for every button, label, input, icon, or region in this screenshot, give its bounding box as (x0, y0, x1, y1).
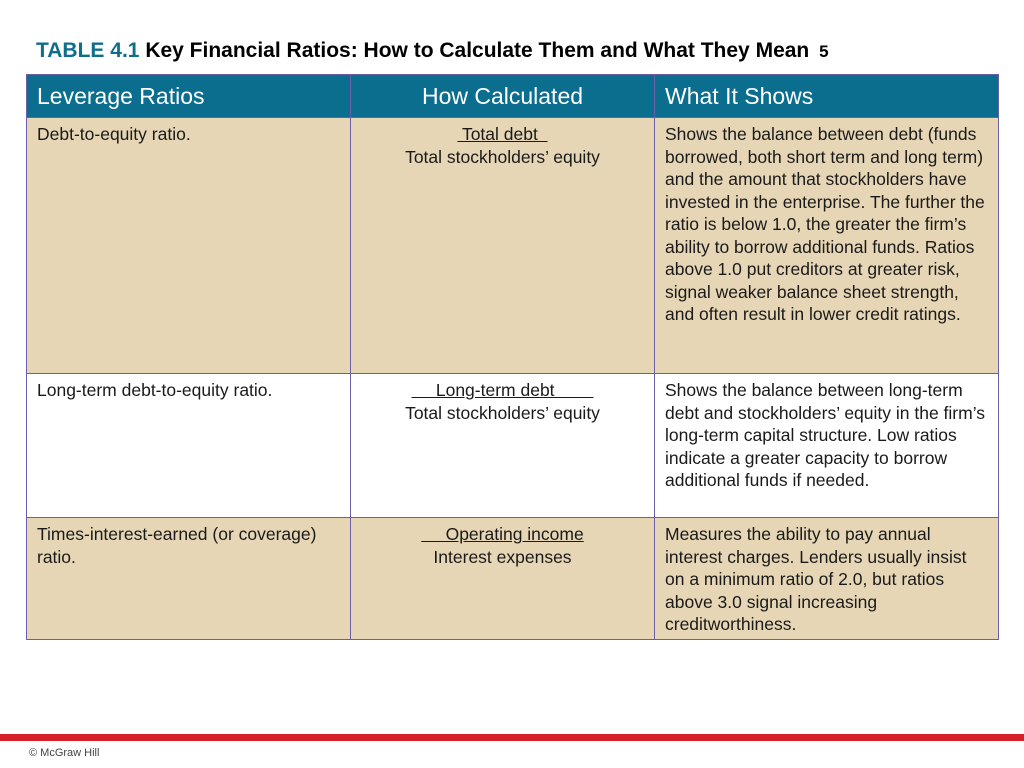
header-how-calculated: How Calculated (351, 75, 655, 118)
table-number: TABLE 4.1 (36, 39, 140, 62)
formula-cell (351, 374, 655, 518)
formula-denominator: Total stockholders’ equity (405, 402, 600, 423)
table-row (27, 118, 999, 374)
footer-rule (0, 734, 1024, 741)
slide-number: 5 (819, 42, 829, 61)
ratio-name-cell: Times-interest-earned (or coverage) ratio. (27, 518, 351, 640)
formula-cell (351, 118, 655, 374)
financial-ratios-table (26, 74, 999, 640)
page-title (36, 39, 829, 63)
table-title-text: Key Financial Ratios: How to Calculate Them and What They Mean (145, 39, 810, 62)
copyright-notice: © McGraw Hill (29, 747, 100, 759)
formula-cell (351, 518, 655, 640)
ratio-name-cell: Long-term debt-to-equity ratio. (27, 374, 351, 518)
formula-denominator: Interest expenses (433, 546, 572, 567)
description-cell: Shows the balance between debt (funds borrowed, both short term and long term) and the amount that stockholders have invested in the enterprise. The further the ratio is below 1.0, the greater the firm’s ability to borrow additional funds. Ratios above 1.0 put creditors at greater risk, signal weaker balance sheet strength, and often result in lower credit ratings. (655, 118, 999, 374)
header-what-it-shows: What It Shows (655, 75, 999, 118)
table-header-row (27, 75, 999, 118)
formula-numerator: Operating income (421, 524, 584, 544)
formula-numerator: Long-term debt (411, 380, 594, 400)
ratio-name-cell: Debt-to-equity ratio. (27, 118, 351, 374)
formula-numerator: Total debt (457, 124, 548, 144)
table-row (27, 518, 999, 640)
description-cell: Shows the balance between long-term debt and stockholders’ equity in the firm’s long-term capital structure. Low ratios indicate a greater capacity to borrow additional funds if needed. (655, 374, 999, 518)
header-leverage-ratios: Leverage Ratios (27, 75, 351, 118)
description-cell: Measures the ability to pay annual interest charges. Lenders usually insist on a minimum ratio of 2.0, but ratios above 3.0 signal increasing creditworthiness. (655, 518, 999, 640)
formula-denominator: Total stockholders’ equity (405, 146, 600, 167)
table-row (27, 374, 999, 518)
